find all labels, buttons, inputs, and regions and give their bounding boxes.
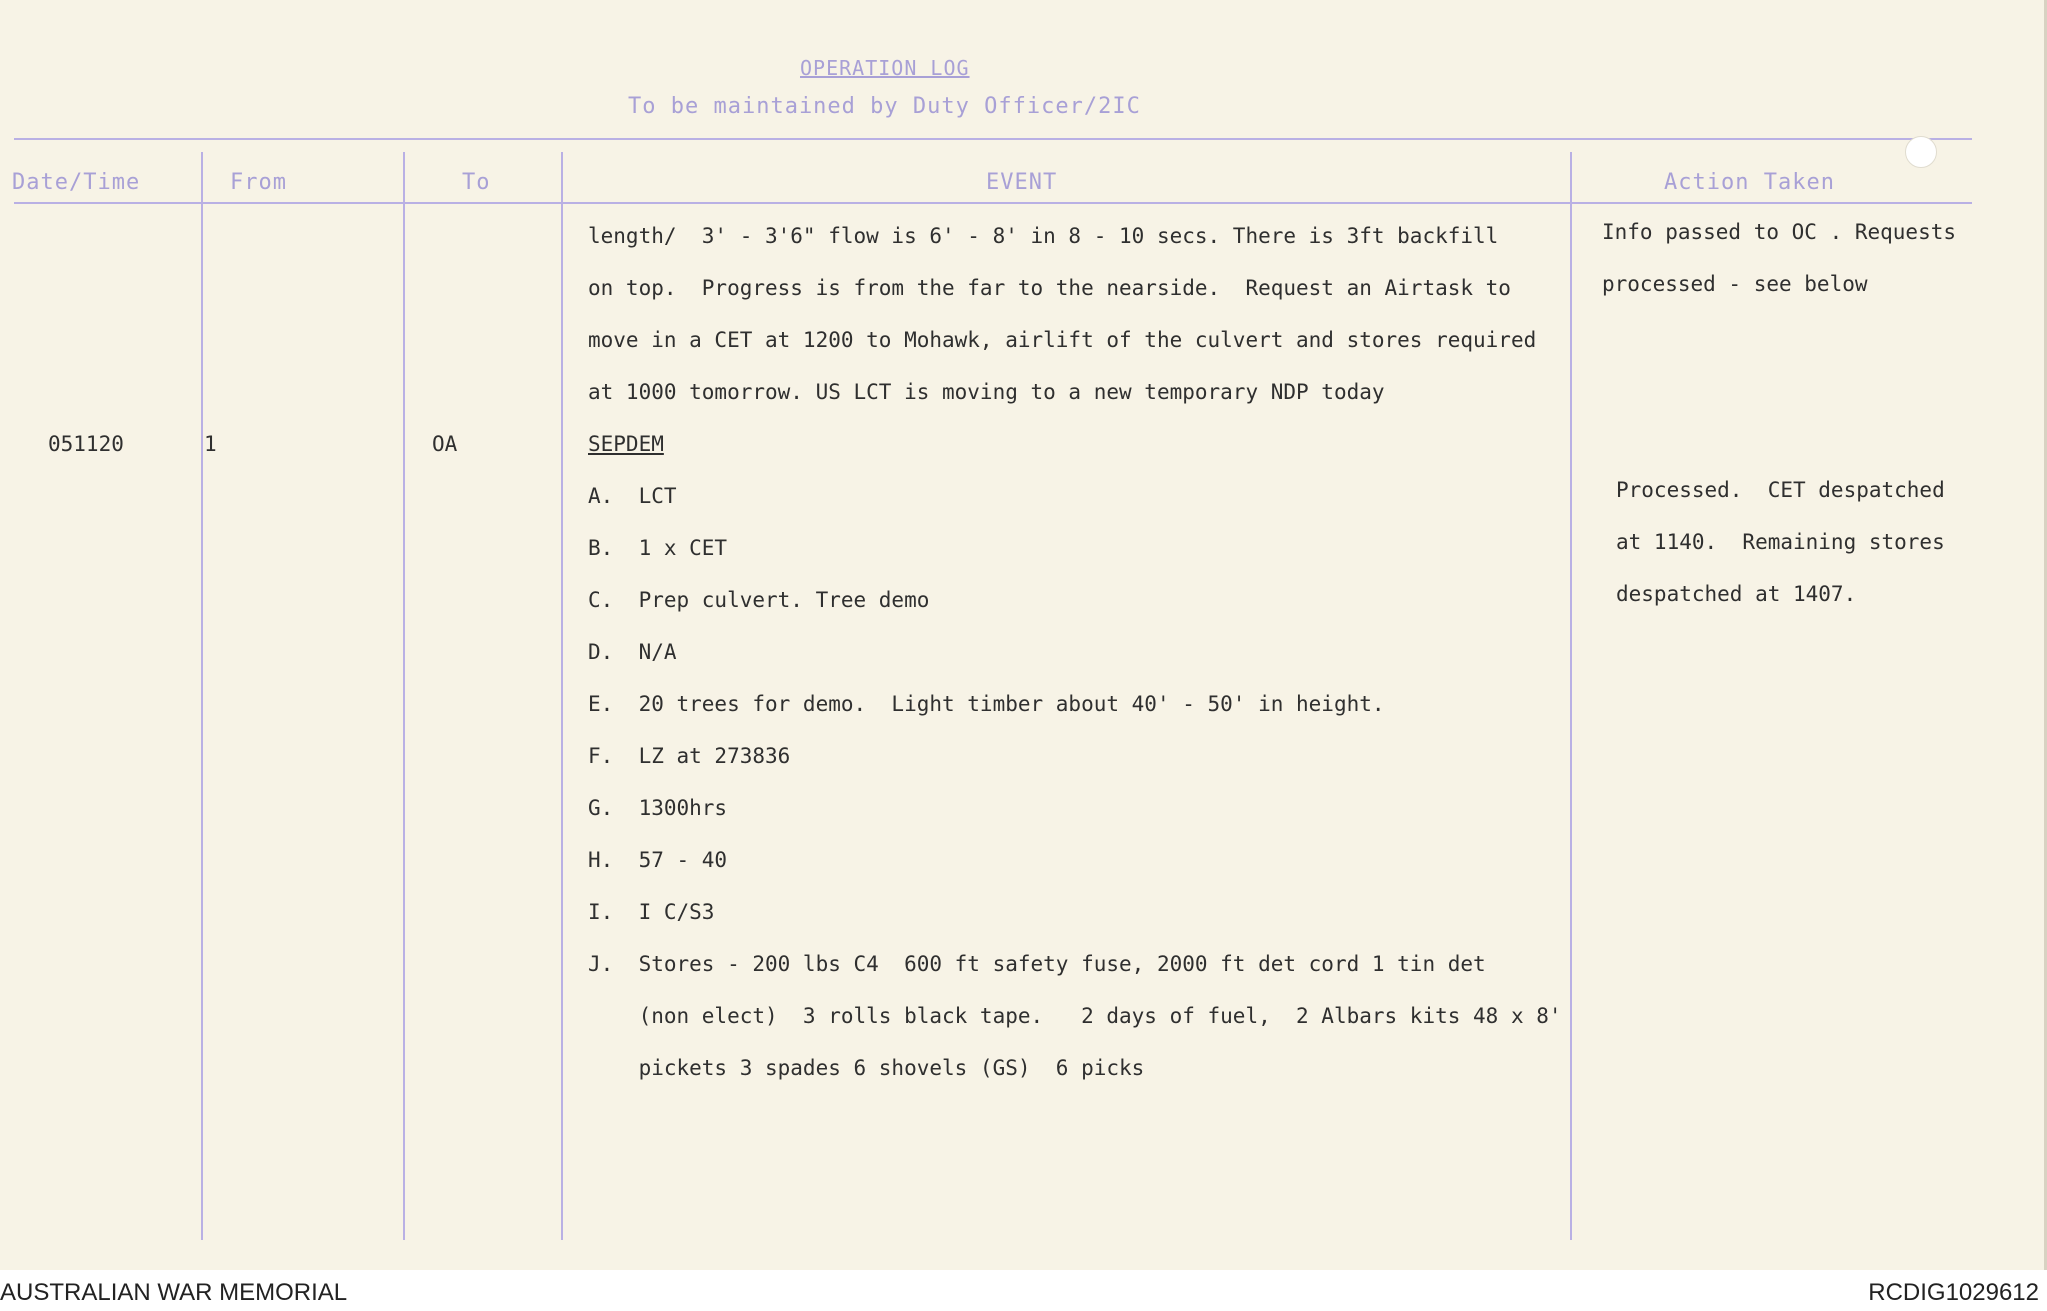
event-line: (non elect) 3 rolls black tape. 2 days of fuel, 2 Albars kits 48 x 8' — [588, 1004, 1562, 1028]
event-line: E. 20 trees for demo. Light timber about 40' - 50' in height. — [588, 692, 1385, 716]
event-line: D. N/A — [588, 640, 677, 664]
event-line: H. 57 - 40 — [588, 848, 728, 872]
event-text — [588, 210, 1562, 1094]
footer-record-id: RCDIG1029612 — [1868, 1279, 2039, 1306]
event-line: G. 1300hrs — [588, 796, 728, 820]
action-taken-text — [1602, 206, 1956, 310]
header-top-rule — [14, 138, 1972, 140]
entry-to: OA — [432, 432, 458, 456]
column-divider — [1570, 152, 1572, 1240]
punch-hole — [1905, 136, 1937, 168]
action-line: Processed. CET despatched — [1616, 478, 1945, 502]
event-line: SEPDEM — [588, 432, 664, 456]
event-line: move in a CET at 1200 to Mohawk, airlift of the culvert and stores required — [588, 328, 1537, 352]
column-header-to: To — [462, 170, 491, 195]
event-line: length/ 3' - 3'6" flow is 6' - 8' in 8 - 10 secs. There is 3ft backfill — [588, 224, 1499, 248]
document-title: OPERATION LOG — [800, 56, 970, 80]
event-line: A. LCT — [588, 484, 677, 508]
event-line: J. Stores - 200 lbs C4 600 ft safety fuse, 2000 ft det cord 1 tin det — [588, 952, 1486, 976]
column-header-event: EVENT — [986, 170, 1058, 195]
column-header-date-time: Date/Time — [12, 170, 141, 195]
action-line: at 1140. Remaining stores — [1616, 530, 1945, 554]
entry-from: 1 — [204, 432, 217, 456]
entry-date-time: 051120 — [48, 432, 124, 456]
action-line: Info passed to OC . Requests — [1602, 220, 1957, 244]
action-taken-text-followup — [1616, 464, 1945, 620]
column-divider — [561, 152, 563, 1240]
event-line: C. Prep culvert. Tree demo — [588, 588, 930, 612]
header-bottom-rule — [14, 202, 1972, 204]
event-line: at 1000 tomorrow. US LCT is moving to a new temporary NDP today — [588, 380, 1385, 404]
event-line: F. LZ at 273836 — [588, 744, 791, 768]
document-subtitle: To be maintained by Duty Officer/2IC — [628, 94, 1141, 119]
action-line: processed - see below — [1602, 272, 1868, 296]
event-line: B. 1 x CET — [588, 536, 728, 560]
column-header-action-taken: Action Taken — [1664, 170, 1835, 195]
column-header-from: From — [230, 170, 287, 195]
column-divider — [403, 152, 405, 1240]
event-line: pickets 3 spades 6 shovels (GS) 6 picks — [588, 1056, 1145, 1080]
action-line: despatched at 1407. — [1616, 582, 1857, 606]
event-line: on top. Progress is from the far to the nearside. Request an Airtask to — [588, 276, 1511, 300]
footer-institution: AUSTRALIAN WAR MEMORIAL — [0, 1279, 348, 1306]
column-divider — [201, 152, 203, 1240]
event-line: I. I C/S3 — [588, 900, 715, 924]
